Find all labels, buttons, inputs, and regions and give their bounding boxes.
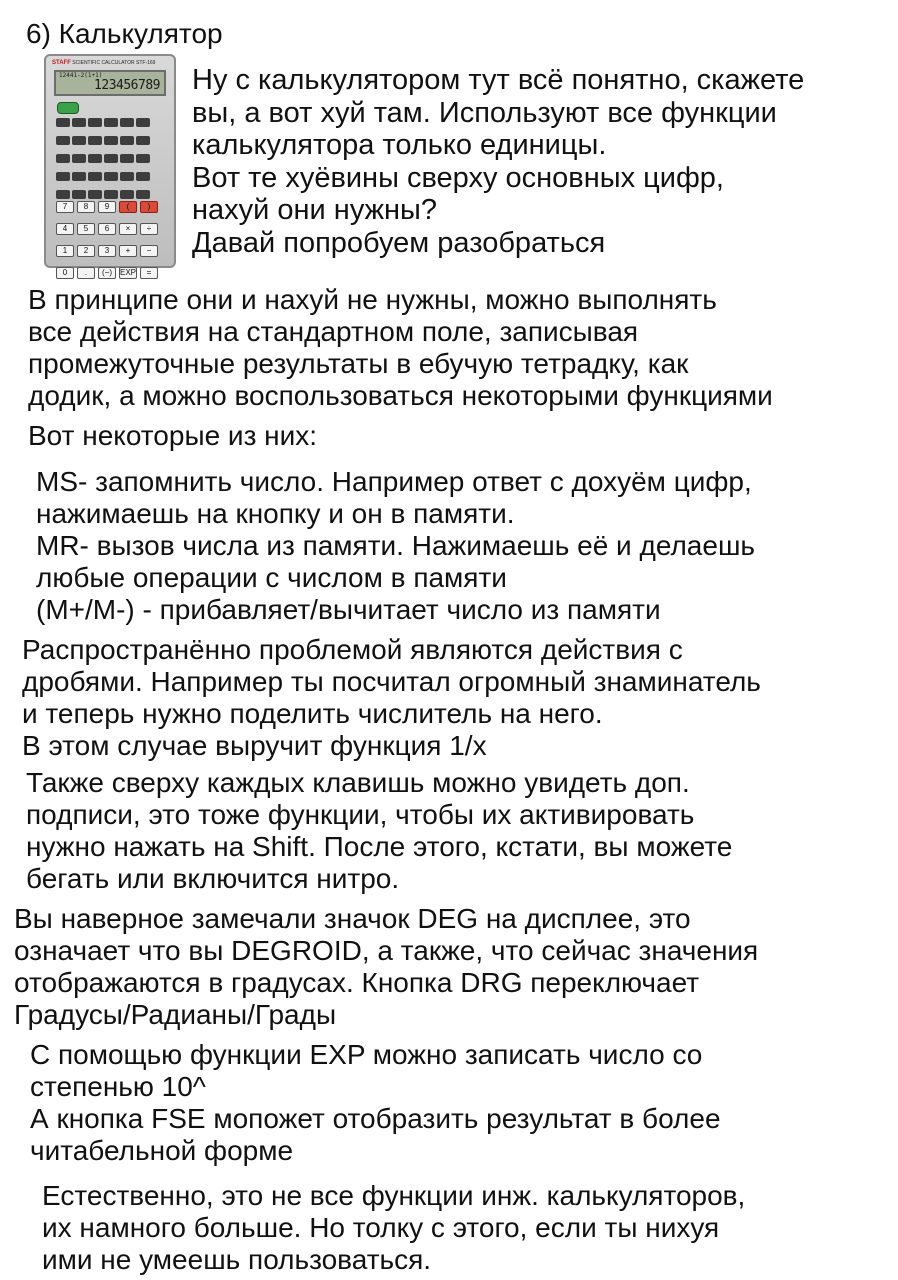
calculator-key: 3 xyxy=(98,245,116,257)
calculator-key: = xyxy=(140,267,158,279)
calculator-function-key xyxy=(104,136,118,145)
calculator-function-key xyxy=(56,154,70,163)
paragraph-line: С помощью функции EXP можно записать число со xyxy=(30,1039,703,1070)
paragraph-line: А кнопка FSE мопожет отобразить результат в более xyxy=(30,1103,721,1134)
calculator-key: + xyxy=(119,245,137,257)
memory-functions-paragraph xyxy=(36,466,755,626)
intro-line: калькулятора только единицы. xyxy=(192,129,607,161)
exp-fse-paragraph xyxy=(30,1039,721,1167)
paragraph-line: все действия на стандартном поле, записывая xyxy=(28,316,639,347)
intro-line: нахуй они нужны? xyxy=(192,194,438,226)
calculator-function-key xyxy=(72,136,86,145)
calculator-function-key xyxy=(136,154,150,163)
paragraph-line: бегать или включится нитро. xyxy=(26,863,400,894)
calculator-key: × xyxy=(119,223,137,235)
calculator-key: ) xyxy=(140,201,158,213)
calculator-function-key xyxy=(136,172,150,181)
paragraph-line: В принципе они и нахуй не нужны, можно выполнять xyxy=(28,284,717,315)
calculator-function-key xyxy=(120,172,134,181)
calculator-key: . xyxy=(77,267,95,279)
calculator-number-keys xyxy=(56,196,168,284)
paragraph-line: отображаются в градусах. Кнопка DRG переключает xyxy=(14,967,700,998)
calculator-key: 0 xyxy=(56,267,74,279)
calculator-key: 6 xyxy=(98,223,116,235)
calculator-model-label: SCIENTIFIC CALCULATOR STF-169 xyxy=(72,60,156,66)
calculator-key: EXP xyxy=(120,268,137,277)
calculator-key: ( xyxy=(119,201,137,213)
paragraph-line: нажимаешь на кнопку и он в памяти. xyxy=(36,498,515,529)
calculator-function-key xyxy=(104,154,118,163)
paragraph-line: В этом случае выручит функция 1/х xyxy=(22,730,487,761)
intro-paragraph xyxy=(192,64,804,259)
calculator-key: 9 xyxy=(98,201,116,213)
paragraph-line: Распространённо проблемой являются действия с xyxy=(22,634,683,665)
paragraph-1 xyxy=(28,284,773,412)
intro-line: вы, а вот хуй там. Используют все функции xyxy=(192,96,777,129)
intro-line: Вот те хуёвины сверху основных цифр, xyxy=(192,161,724,194)
paragraph-line: нужно нажать на Shift. После этого, кстати, вы можете xyxy=(26,831,733,862)
paragraph-line: (M+/M-) - прибавляет/вычитает число из памяти xyxy=(36,594,661,625)
paragraph-line: Естественно, это не все функции инж. калькуляторов, xyxy=(42,1180,746,1211)
intro-line: Давай попробуем разобраться xyxy=(192,226,606,259)
calculator-key: − xyxy=(140,245,158,257)
calculator-function-key xyxy=(56,172,70,181)
paragraph-line: их намного больше. Но толку с этого, если ты нихуя xyxy=(42,1212,720,1243)
calculator-display-number: 123456789 xyxy=(94,78,160,93)
calculator-key: 1 xyxy=(56,245,74,257)
calculator-function-key xyxy=(72,118,86,127)
calculator-function-key xyxy=(136,118,150,127)
calculator-on-key xyxy=(57,102,79,114)
fractions-paragraph xyxy=(22,634,761,762)
calculator-function-key xyxy=(104,118,118,127)
calculator-key: 5 xyxy=(77,223,95,235)
deg-paragraph xyxy=(14,903,758,1031)
calculator-function-key xyxy=(88,136,102,145)
paragraph-line: MS- запомнить число. Например ответ с дохуём цифр, xyxy=(36,466,752,497)
calculator-display-expression: 12441-2(1+1) xyxy=(59,72,103,79)
calculator-key: ÷ xyxy=(140,223,158,235)
intro-line: Ну с калькулятором тут всё понятно, скажете xyxy=(192,64,805,96)
paragraph-line: означает что вы DEGROID, а также, что сейчас значения xyxy=(14,935,759,966)
calculator-brand: STAFF xyxy=(52,60,71,66)
calculator-function-key xyxy=(104,172,118,181)
calculator-key: 2 xyxy=(77,245,95,257)
calculator-function-key xyxy=(88,154,102,163)
paragraph-line: любые операции с числом в памяти xyxy=(36,562,507,593)
calculator-function-key xyxy=(56,136,70,145)
paragraph-line: Также сверху каждых клавишь можно увидеть доп. xyxy=(26,767,690,798)
paragraph-line: степенью 10^ xyxy=(30,1071,206,1102)
calculator-function-key xyxy=(88,118,102,127)
calculator-display xyxy=(54,70,166,96)
calculator-function-key xyxy=(120,136,134,145)
calculator-function-keys xyxy=(56,118,168,208)
some-of-them-line: Вот некоторые из них: xyxy=(28,420,318,451)
conclusion-paragraph xyxy=(42,1180,745,1276)
paragraph-line: читабельной форме xyxy=(30,1135,294,1166)
calculator-function-key xyxy=(56,118,70,127)
calculator-key: 7 xyxy=(56,201,74,213)
calculator-function-key xyxy=(120,154,134,163)
calculator-function-key xyxy=(120,118,134,127)
paragraph-line: дробями. Например ты посчитал огромный знаминатель xyxy=(22,666,761,697)
calculator-key: 4 xyxy=(56,223,74,235)
paragraph-line: промежуточные результаты в ебучую тетрадку, как xyxy=(28,348,689,379)
calculator-function-key xyxy=(72,154,86,163)
calculator-function-key xyxy=(88,172,102,181)
paragraph-line: MR- вызов числа из памяти. Нажимаешь её и делаешь xyxy=(36,530,755,561)
paragraph-line: Градусы/Радианы/Грады xyxy=(14,999,337,1030)
paragraph-line: подписи, это тоже функции, чтобы их активировать xyxy=(26,799,695,830)
page-heading: 6) Калькулятор xyxy=(26,18,223,49)
calculator-key: (−) xyxy=(98,267,116,279)
calculator-image xyxy=(44,54,176,277)
calculator-function-key xyxy=(136,136,150,145)
paragraph-line: и теперь нужно поделить числитель на него. xyxy=(22,698,603,729)
paragraph-line: додик, а можно воспользоваться некоторыми функциями xyxy=(28,380,773,411)
paragraph-line: ими не умеешь пользоваться. xyxy=(42,1244,432,1275)
calculator-function-key xyxy=(72,172,86,181)
calculator-key: 8 xyxy=(77,201,95,213)
paragraph-line: Вы наверное замечали значок DEG на дисплее, это xyxy=(14,903,691,934)
shift-paragraph xyxy=(26,767,732,895)
